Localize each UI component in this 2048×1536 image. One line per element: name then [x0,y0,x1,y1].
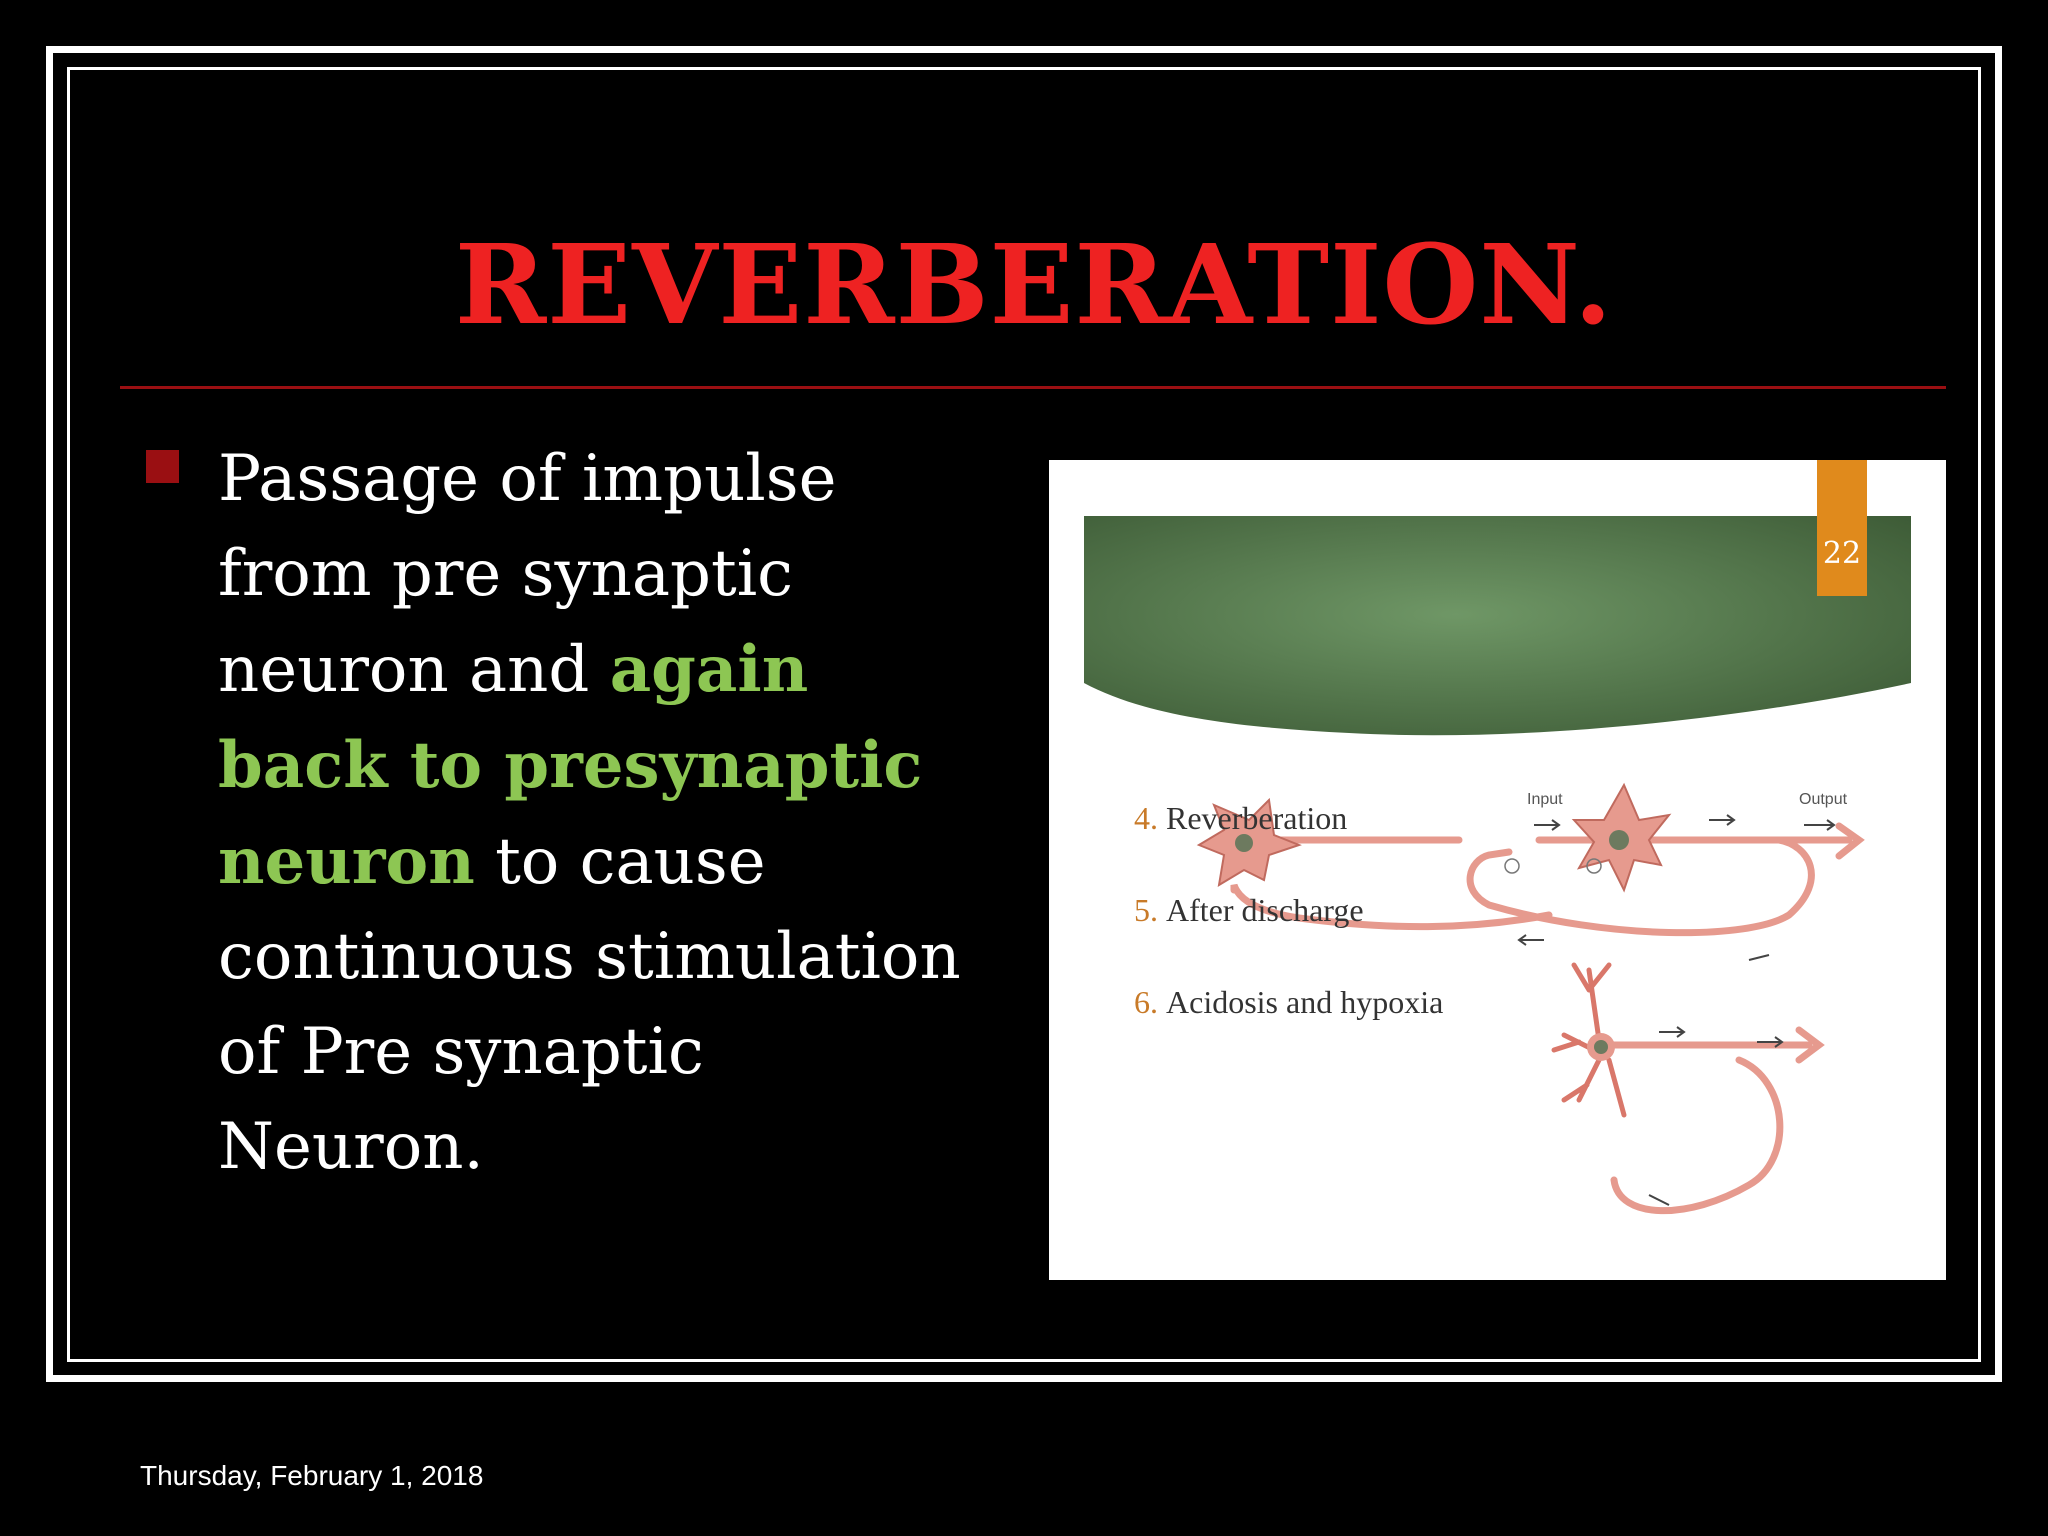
nucleus-2 [1609,830,1629,850]
figure-page-number: 22 [1817,460,1867,596]
plus-sign-1 [1505,859,1519,873]
output-label: Output [1799,791,1848,808]
bullet-marker [146,450,179,483]
reverberation-figure [1049,460,1946,1280]
bullet-text [218,432,978,1195]
neuron-circuit-bottom [1609,1030,1819,1211]
bullet-text-part2: to cause continuous stimulation of Pre synaptic Neuron. [218,825,961,1184]
input-label: Input [1527,791,1563,808]
bullet-text-highlight: again back to presynaptic neuron [218,632,923,899]
figure-list-item: 6. Acidosis and hypoxia [1134,984,1444,1020]
bullet-text-part1: Passage of impulse from pre synaptic neuron and [218,442,837,707]
slide-title: REVERBERATION. [454,220,1614,349]
title-divider [120,386,1946,389]
figure-list-item: 4. Reverberation [1134,800,1348,836]
nucleus-3-core [1594,1040,1608,1054]
figure-banner [1084,516,1911,735]
figure-list [1134,800,1443,1076]
figure-list-item: 5. After discharge [1134,892,1364,928]
footer-date: Thursday, February 1, 2018 [140,1460,484,1491]
